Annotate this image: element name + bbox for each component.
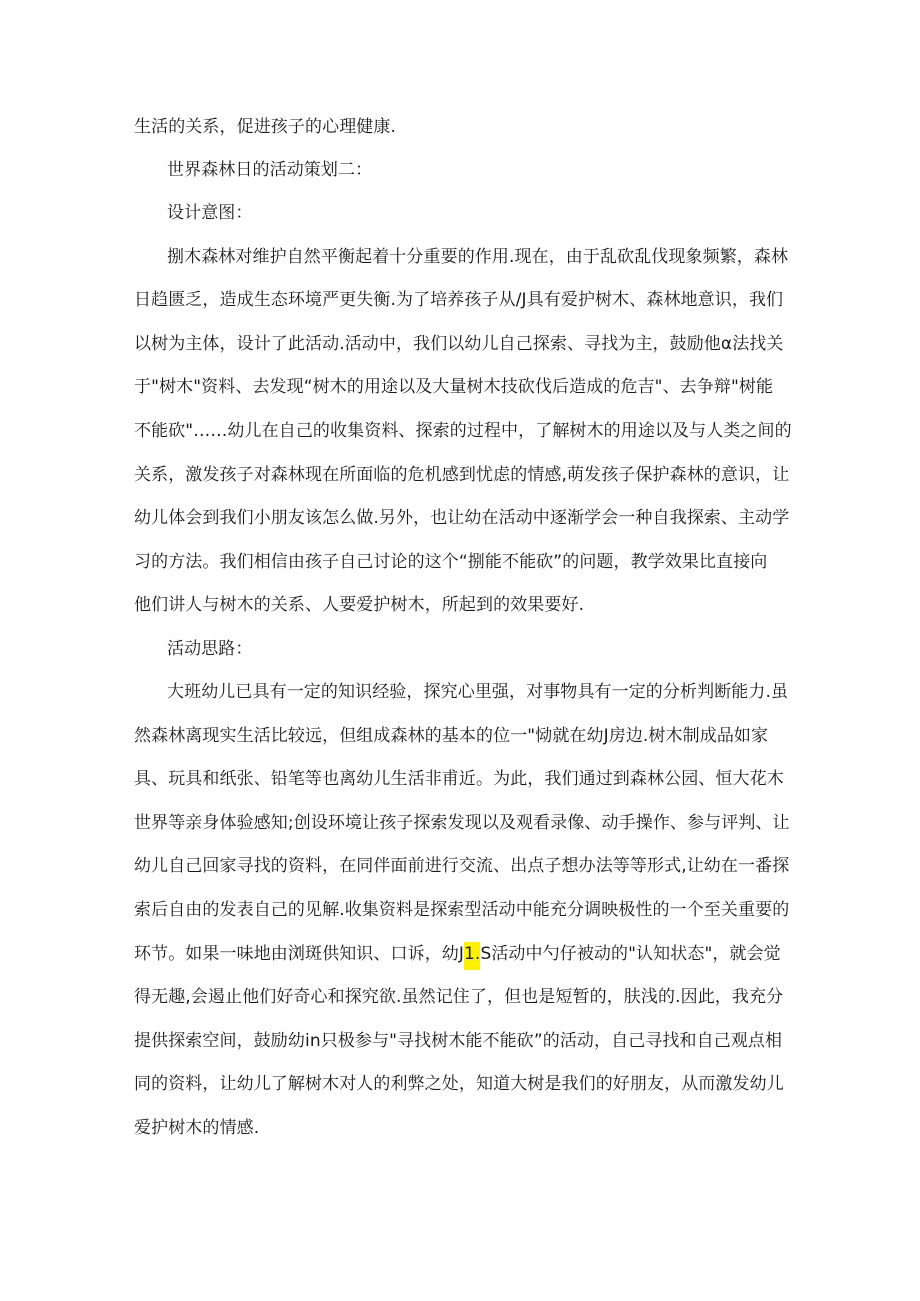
design-heading: 设计意图： — [167, 203, 253, 223]
approach-paragraph-line: 同的资料，让幼儿了解树木对人的利弊之处，知道大树是我们的好朋友，从而激发幼儿 — [134, 1074, 784, 1094]
design-paragraph-line: 以树为主体，设计了此活动.活动中，我们以幼儿自己探索、寻找为主，鼓励他α法找关 — [134, 334, 784, 354]
approach-paragraph-line-highlighted — [134, 943, 781, 965]
approach-paragraph-line: 幼儿自己回家寻找的资料，在同伴面前进行交流、出点子想办法等等形式,让幼在一番探 — [134, 856, 790, 876]
approach-paragraph-line: 世界等亲身体验感知;创设环境让孩子探索发现以及观看录像、动手操作、参与评判、让 — [134, 813, 790, 833]
approach-paragraph-line: 提供探索空间，鼓励幼in只极参与"寻找树木能不能砍”的活动，自己寻找和自己观点相 — [134, 1031, 783, 1051]
design-paragraph-line: 捌木森林对维护自然平衡起着十分重要的作用.现在，由于乱砍乱伐现象频繁，森林 — [167, 247, 789, 267]
approach-heading: 活动思路： — [167, 639, 253, 659]
design-paragraph-line: 幼儿体会到我们小朋友该怎么做.另外，也让幼在活动中逐渐学会一种自我探索、主动学 — [134, 508, 790, 528]
design-paragraph-line: 习的方法。我们相信由孩子自己讨论的这个“捌能不能砍”的问题，教学效果比直接向 — [134, 552, 768, 572]
approach-paragraph-line: 然森林离现实生活比较远，但组成森林的基本的位一"恸就在幼J房边.树木制成品如家 — [134, 726, 769, 746]
intro-text: 生活的关系，促进孩子的心理健康. — [134, 117, 397, 137]
approach-paragraph-line: 爱护树木的情感. — [134, 1118, 260, 1138]
design-paragraph-line: 他们讲人与树木的关系、人要爱护树木，所起到的效果要好. — [134, 595, 585, 615]
design-paragraph-line: 日趋匮乏，造成生态环境严更失衡.为了培养孩子从/J具有爱护树木、森林地意识，我们 — [134, 290, 784, 310]
design-paragraph-line: 关系，激发孩子对森林现在所面临的危机感到忧虑的情感,萌发孩子保护森林的意识，让 — [134, 465, 790, 485]
approach-paragraph-line: 大班幼儿已具有一定的知识经验，探究心里强，对事物具有一定的分析判断能力.虽 — [167, 682, 789, 702]
line-text-after: S活动中勺仔被动的"认知状态"，就会觉 — [480, 944, 781, 964]
approach-paragraph-line: 索后自由的发表自己的见解.收集资料是探索型活动中能充分调映极性的一个至关重要的 — [134, 900, 790, 920]
section-title: 世界森林日的活动策划二： — [167, 160, 373, 180]
line-text-before: 环节。如果一味地由浏斑供知识、口诉，幼J — [134, 944, 465, 964]
approach-paragraph-line: 得无趣,会遏止他们好奇心和探究欲.虽然记住了，但也是短暂的，肤浅的.因此，我充分 — [134, 987, 784, 1007]
design-paragraph-line: 于"树木"资料、去发现“树木的用途以及大量树木技砍伐后造成的危吉"、去争辩"树能 — [134, 377, 774, 397]
design-paragraph-line: 不能砍"……幼儿在自己的收集资料、探索的过程中，了解树木的用途以及与人类之间的 — [134, 421, 792, 441]
approach-paragraph-line: 具、玩具和纸张、铅笔等也离幼儿生活非甫近。为此，我们通过到森林公园、恒大花木 — [134, 769, 784, 789]
highlighted-text: 1. — [464, 942, 480, 970]
